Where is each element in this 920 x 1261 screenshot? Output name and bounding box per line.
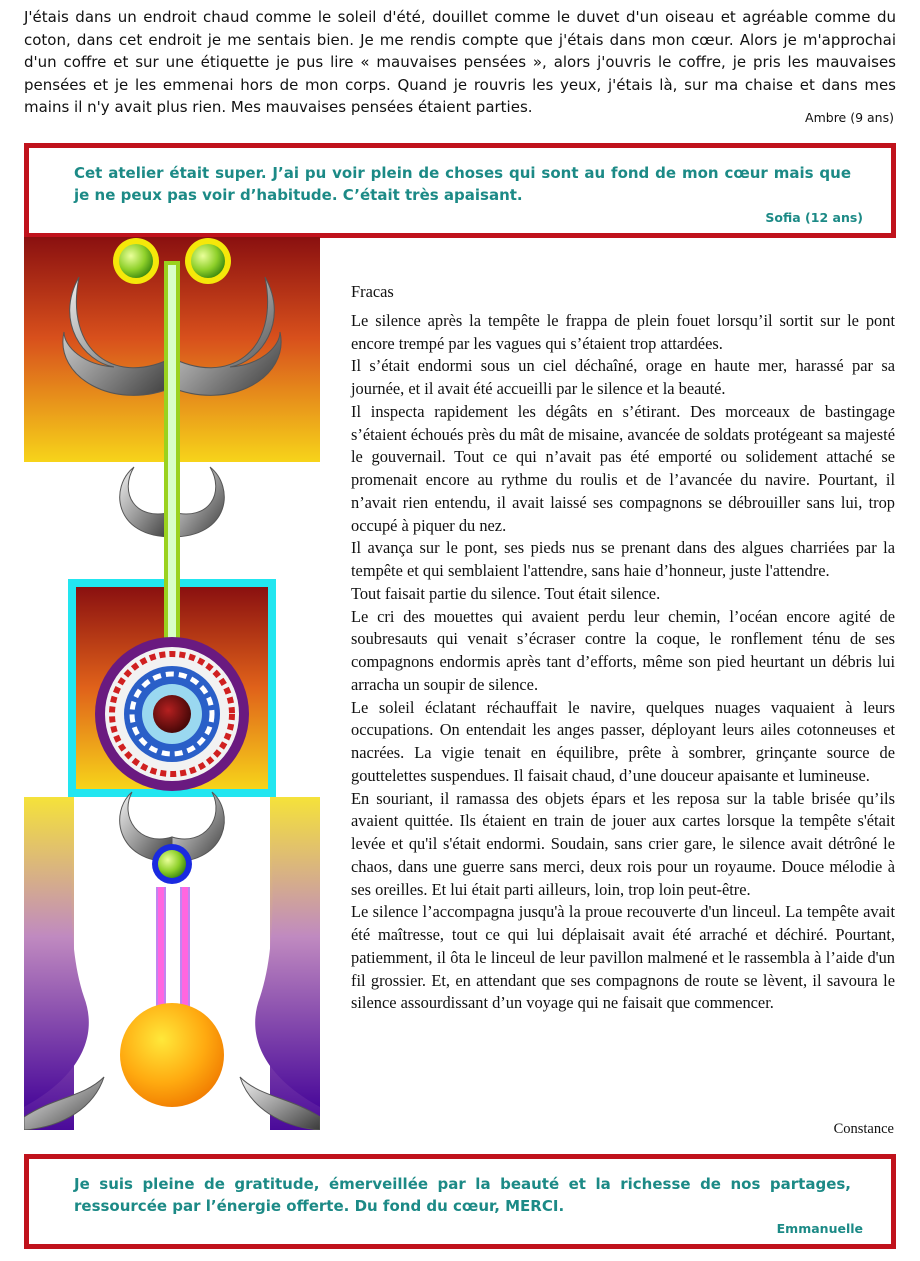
- quote-author: Sofia (12 ans): [765, 210, 863, 225]
- intro-paragraph: J'étais dans un endroit chaud comme le soleil d'été, douillet comme le duvet d'un oiseau et agréable comme du coton, dans cet endroit je me sentais bien. Je me rendis compte que j'étais dans mon cœur. Alors je m'approchai d'un coffre et sur une étiquette je pus lire « mauvaises pensées », alors j'ouvris le coffre, je pris les mauvaises pensées et je les emmenai hors de mon corps. Quand je rouvris les yeux, j'étais là, sur ma chaise et dans mes mains il n'y avait plus rien. Mes mauvaises pensées étaient parties.: [24, 8, 896, 117]
- story-title: Fracas: [351, 282, 394, 301]
- story-paragraph: Il inspecta rapidement les dégâts en s’étirant. Des morceaux de bastingage s’étaient échoués près du mât de misaine, avancée de soldats protégeant sa majesté le gouvernail. Tout ce qui n’avait pas été emporté ou solidement attaché se promenait encore au rythme du roulis et de l’avancée du navire. Pourtant, il n’avait rien entendu, il avait laissé ses compagnons se débrouiller sans lui, trop occupé à piquer du nez.: [351, 401, 895, 535]
- quote-box-emmanuelle: [24, 1154, 896, 1249]
- mandala-illustration: [24, 237, 320, 1130]
- story-paragraph: Le silence l’accompagna jusqu'à la proue recouverte d'un linceul. La tempête avait été maîtresse, tout ce qui lui déplaisait avait été arraché et déchiré. Pourtant, patiemment, il ôta le linceul de leur pavillon malmené et le rassembla à l’aide d'un fil grossier. Et, en attendant que ses compagnons de route se lèvent, il savoura le silence assourdissant d’un voyage qui ne faisait que commencer.: [351, 902, 895, 1013]
- story-paragraph: Le cri des mouettes qui avaient perdu leur chemin, l’océan encore agité de soubresauts qui venait s’écraser contre la coque, le ronflement ténu de ses compagnons endormis après tant d’efforts, même son pied heurtant un débris lui arracha un soupir de silence.: [351, 606, 895, 694]
- quote-text: Cet atelier était super. J’ai pu voir plein de choses qui sont au fond de mon cœur mais que je ne peux pas voir d’habitude. C’était très apaisant.: [74, 164, 851, 204]
- story-paragraph: Il s’était endormi sous un ciel déchaîné, orage en haute mer, harassé par sa journée, et il avait été accueilli par le silence et la beauté.: [351, 356, 895, 398]
- quote-text: Je suis pleine de gratitude, émerveillée par la beauté et la richesse de nos partages, ressourcée par l’énergie offerte. Du fond du cœur, MERCI.: [74, 1175, 851, 1215]
- story-text: [351, 281, 895, 1015]
- story-paragraph: Il avança sur le pont, ses pieds nus se prenant dans des algues charriées par la tempête et qui semblaient l'attendre, sans haie d’honneur, juste l'attendre.: [351, 538, 895, 580]
- story-paragraph: En souriant, il ramassa des objets épars et les reposa sur la table brisée qu’ils avaient quittée. Ils étaient en train de jouer aux cartes lorsque la tempête s'était levée et qu'il s'était endormi. Soudain, sans crier gare, le silence avait détrôné le chaos, dans une guerre sans merci, deux rois pour un royaume. Douce mélodie à ses oreilles. Et lui était parti ailleurs, loin, trop loin peut-être.: [351, 788, 895, 899]
- intro-author: Ambre (9 ans): [805, 110, 894, 125]
- story-author: Constance: [833, 1121, 894, 1137]
- quote-author: Emmanuelle: [776, 1221, 863, 1236]
- quote-box-sofia: [24, 143, 896, 238]
- story-paragraph: Le soleil éclatant réchauffait le navire, quelques nuages vaquaient à leurs occupations. On entendait les anges passer, déployant leurs ailes cotonneuses et nacrées. La vigie tenait en équilibre, prête à sombrer, grinçante source de gouttelettes suspendues. Il faisait chaud, d’une douceur apaisante et lumineuse.: [351, 697, 895, 785]
- story-paragraph: Tout faisait partie du silence. Tout était silence.: [351, 583, 661, 603]
- story-paragraph: Le silence après la tempête le frappa de plein fouet lorsqu’il sortit sur le pont encore trempé par les vagues qui s’étaient trop attardées.: [351, 310, 895, 353]
